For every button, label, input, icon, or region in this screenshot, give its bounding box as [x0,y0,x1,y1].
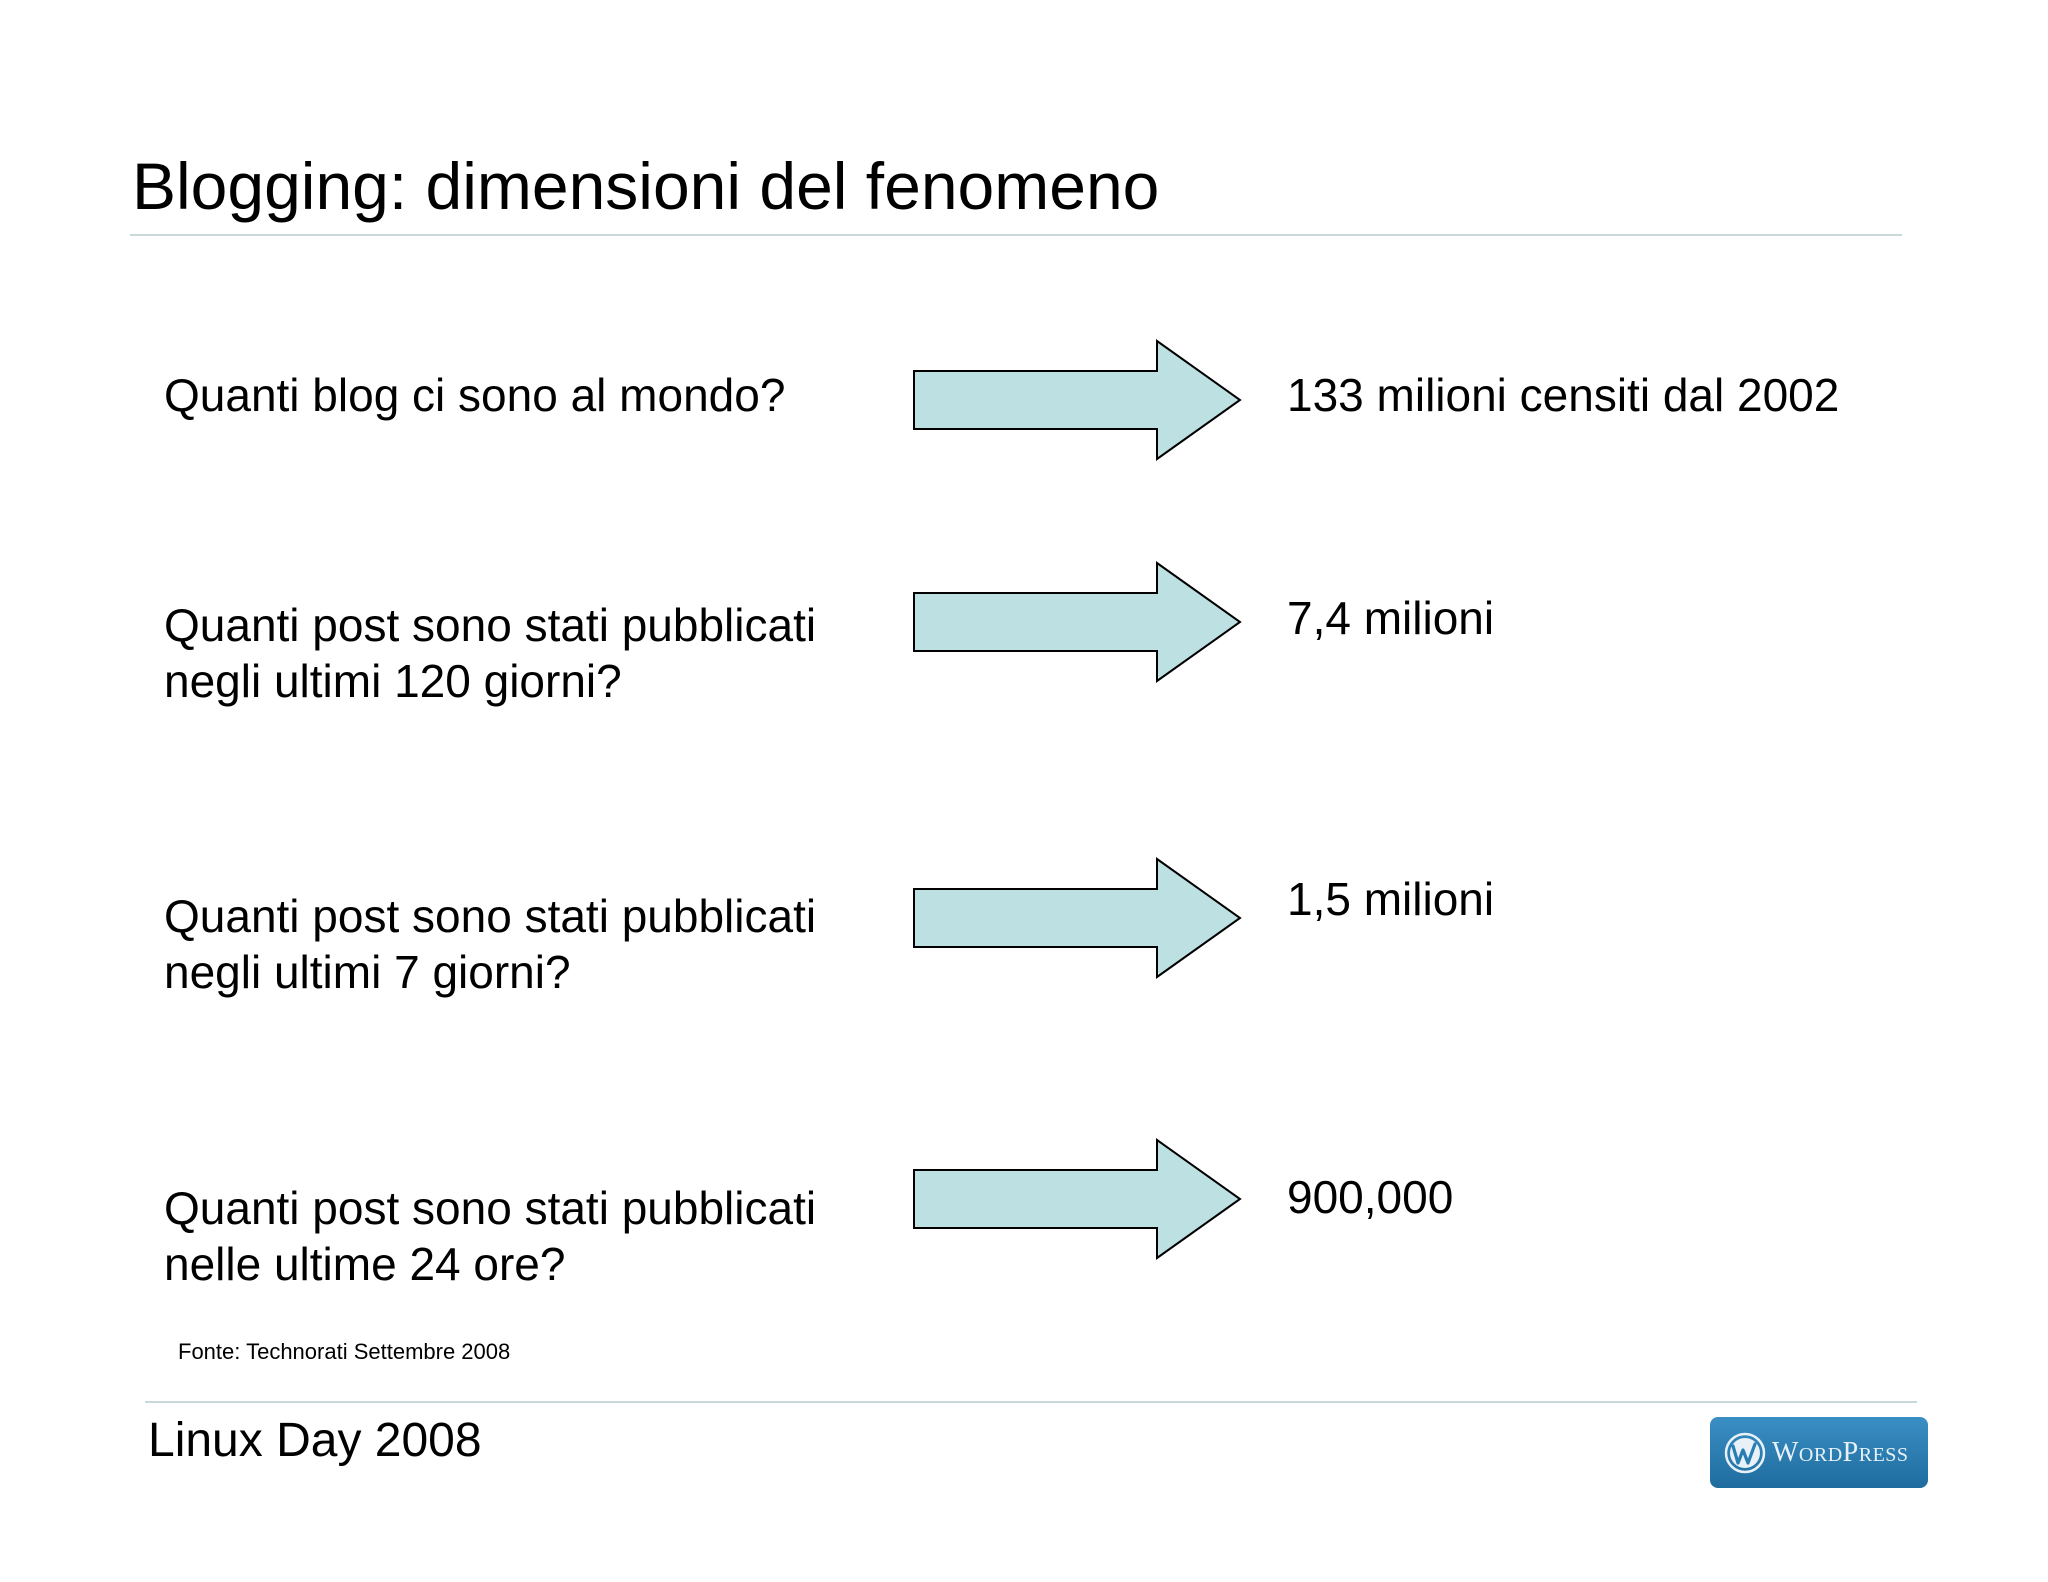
arrow-3 [912,857,1242,979]
question-2 [164,597,816,709]
arrow-1 [912,339,1242,461]
slide-title: Blogging: dimensioni del fenomeno [132,149,1160,223]
question-3-line-1: Quanti post sono stati pubblicati [164,890,817,942]
footer-text: Linux Day 2008 [148,1414,482,1467]
question-4-line-1: Quanti post sono stati pubblicati [164,1182,817,1234]
question-1-line-1: Quanti blog ci sono al mondo? [164,369,786,421]
question-3-line-2: negli ultimi 7 giorni? [164,946,571,998]
question-4 [164,1180,816,1292]
arrow-4 [912,1138,1242,1260]
question-2-line-1: Quanti post sono stati pubblicati [164,599,817,651]
wordpress-logo-icon [1724,1432,1766,1474]
answer-2: 7,4 milioni [1287,592,1495,644]
question-2-line-2: negli ultimi 120 giorni? [164,655,622,707]
answer-1: 133 milioni censiti dal 2002 [1287,369,1840,421]
title-divider [130,234,1902,236]
question-4-line-2: nelle ultime 24 ore? [164,1238,566,1290]
answer-4: 900,000 [1287,1171,1454,1223]
question-3 [164,888,816,1000]
source-note: Fonte: Technorati Settembre 2008 [178,1339,511,1364]
answer-3: 1,5 milioni [1287,873,1495,925]
wordpress-logo [1710,1417,1928,1488]
footer-divider [145,1401,1917,1403]
question-1 [164,367,785,423]
arrow-2 [912,561,1242,683]
wordpress-logo-text: WordPress [1772,1436,1909,1468]
